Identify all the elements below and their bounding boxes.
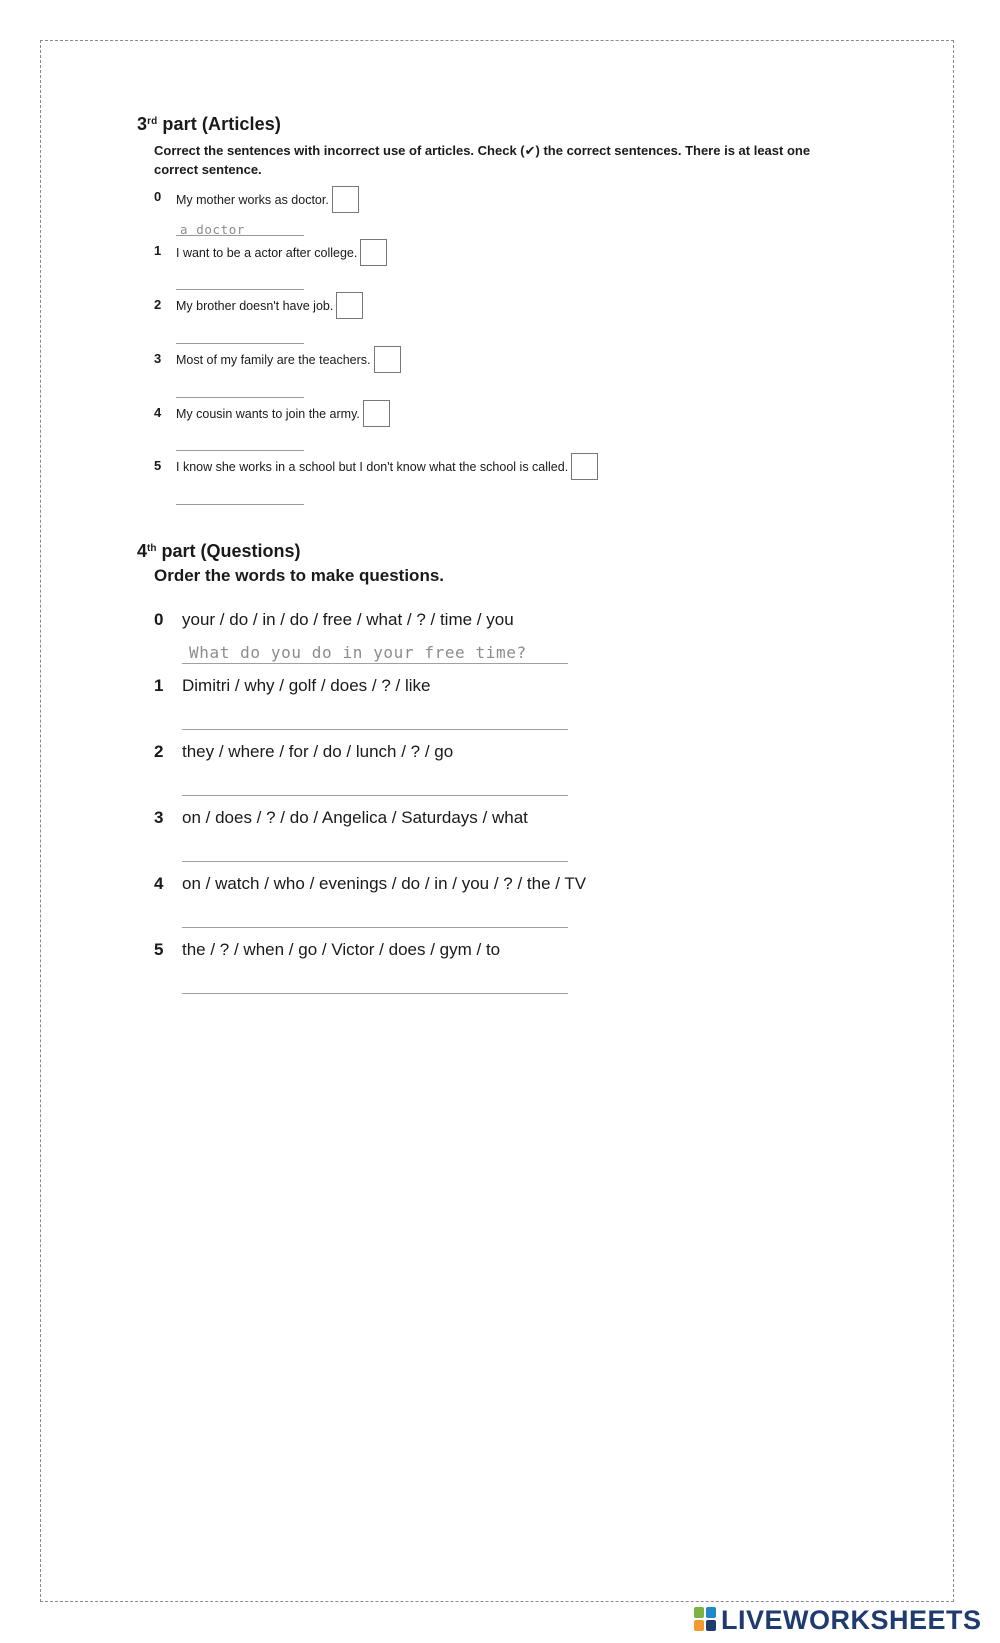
word-prompt: Dimitri / why / golf / does / ? / like — [182, 676, 431, 695]
brand-logo — [694, 1605, 982, 1635]
sentence-text: I know she works in a school but I don't know what the school is called. — [176, 459, 569, 474]
item-number: 5 — [154, 458, 162, 473]
item-number: 1 — [154, 676, 164, 695]
sentence-row — [176, 239, 387, 266]
answer-line[interactable] — [176, 235, 304, 236]
part4-instructions: Order the words to make questions. — [154, 566, 445, 585]
item-number: 1 — [154, 243, 162, 258]
item-number: 2 — [154, 297, 162, 312]
check-box[interactable] — [360, 239, 387, 266]
answer-line[interactable] — [182, 927, 568, 928]
part4-heading: 4th part (Questions) — [137, 541, 301, 561]
word-prompt: on / watch / who / evenings / do / in / you / ? / the / TV — [182, 874, 587, 893]
word-prompt: your / do / in / do / free / what / ? / time / you — [182, 610, 514, 629]
answer-line[interactable] — [176, 397, 304, 398]
item-number: 5 — [154, 940, 164, 959]
answer-line[interactable] — [182, 729, 568, 730]
sentence-row — [176, 346, 401, 373]
answer-line[interactable] — [182, 861, 568, 862]
item-number: 3 — [154, 808, 164, 827]
sentence-text: I want to be a actor after college. — [176, 245, 358, 260]
check-box[interactable] — [571, 453, 598, 480]
word-prompt: they / where / for / do / lunch / ? / go — [182, 742, 454, 761]
answer-line[interactable] — [182, 993, 568, 994]
item-number: 4 — [154, 405, 162, 420]
word-prompt: the / ? / when / go / Victor / does / gym / to — [182, 940, 501, 959]
answer-line[interactable] — [176, 343, 304, 344]
item-number: 4 — [154, 874, 164, 893]
sentence-text: My cousin wants to join the army. — [176, 406, 360, 421]
answer-line[interactable] — [176, 504, 304, 505]
item-number: 0 — [154, 189, 162, 204]
sentence-row — [176, 292, 363, 319]
part3-instructions: Correct the sentences with incorrect use of articles. Check (✔) the correct sentences. There is at least one correct sentence. — [154, 143, 811, 177]
answer-line[interactable] — [182, 663, 568, 664]
example-answer: What do you do in your free time? — [189, 643, 527, 662]
sentence-text: My mother works as doctor. — [176, 192, 329, 207]
check-box[interactable] — [363, 400, 390, 427]
brand-name: LIVEWORKSHEETS — [721, 1604, 982, 1635]
answer-line[interactable] — [176, 289, 304, 290]
part3-heading: 3rd part (Articles) — [137, 114, 281, 134]
example-answer: a doctor — [180, 222, 246, 237]
sentence-row — [176, 186, 359, 213]
check-box[interactable] — [374, 346, 401, 373]
sentence-text: My brother doesn't have job. — [176, 298, 334, 313]
sentence-text: Most of my family are the teachers. — [176, 352, 371, 367]
answer-line[interactable] — [182, 795, 568, 796]
check-box[interactable] — [336, 292, 363, 319]
item-number: 2 — [154, 742, 164, 761]
item-number: 0 — [154, 610, 164, 629]
check-box[interactable] — [332, 186, 359, 213]
word-prompt: on / does / ? / do / Angelica / Saturdays / what — [182, 808, 528, 827]
sentence-row — [176, 453, 598, 480]
liveworksheets-icon — [694, 1607, 718, 1633]
item-number: 3 — [154, 351, 162, 366]
sentence-row — [176, 400, 390, 427]
answer-line[interactable] — [176, 450, 304, 451]
